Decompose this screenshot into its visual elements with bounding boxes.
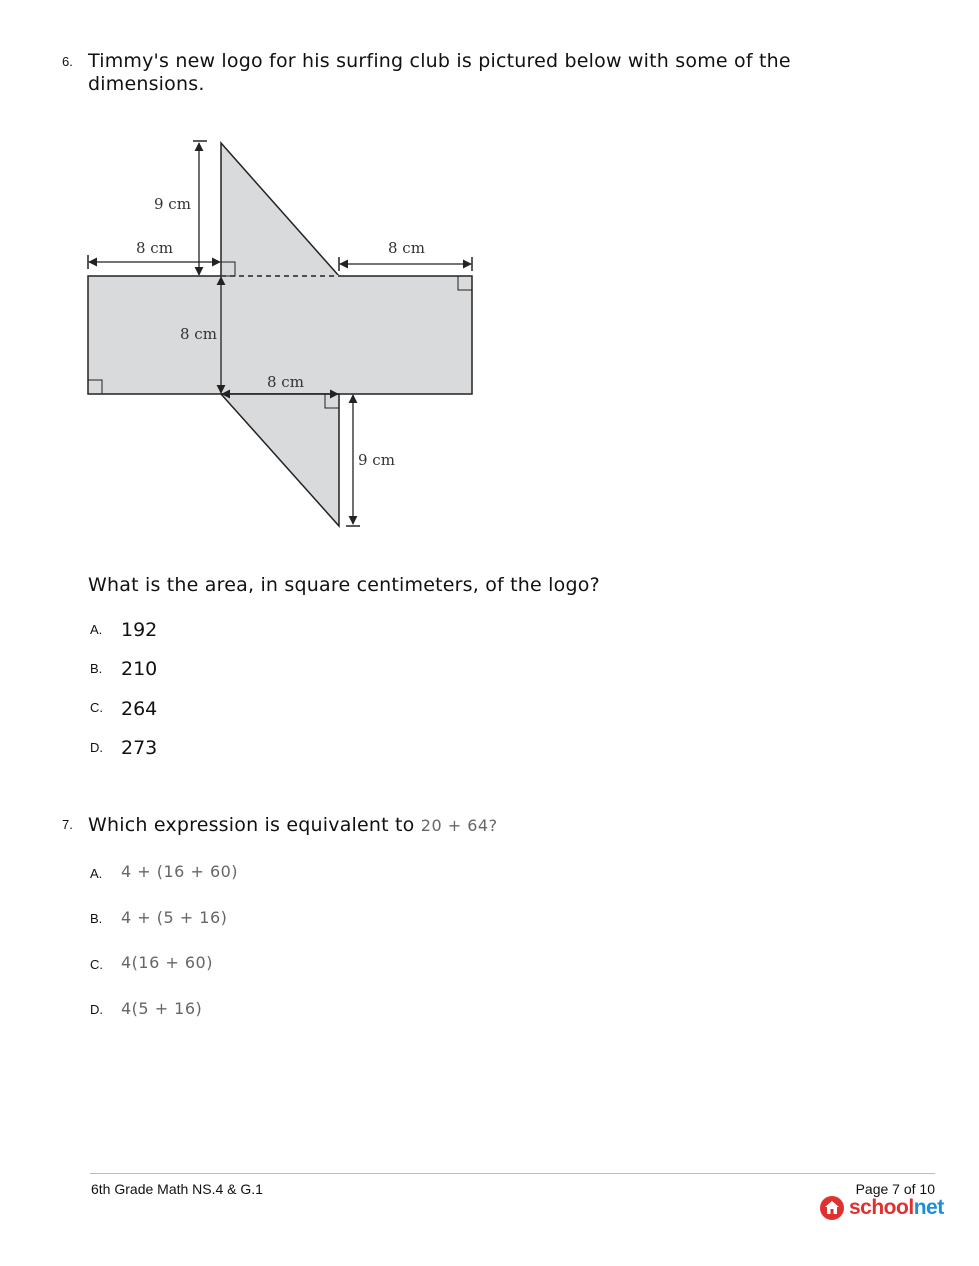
- q6-option-b[interactable]: 210: [121, 658, 158, 680]
- question-7-number: 7.: [62, 817, 73, 832]
- question-7-prompt: Which expression is equivalent to: [88, 814, 415, 836]
- q6-option-b-letter: B.: [90, 661, 103, 676]
- logo-text-net: net: [913, 1196, 944, 1219]
- label-middle-height: 8 cm: [180, 325, 217, 343]
- q7-option-b-letter: B.: [90, 911, 103, 926]
- q7-option-d-letter: D.: [90, 1002, 103, 1017]
- question-6-text-line1: Timmy's new logo for his surfing club is pictured below with some of the: [88, 50, 791, 72]
- label-right-width: 8 cm: [388, 239, 425, 257]
- q6-option-a[interactable]: 192: [121, 619, 158, 641]
- question-7-expression: 20 + 64?: [420, 816, 498, 835]
- label-top-height: 9 cm: [154, 195, 191, 213]
- schoolnet-logo: [820, 1195, 944, 1221]
- q7-option-a-letter: A.: [90, 866, 103, 881]
- question-6-prompt: What is the area, in square centimeters, of the logo?: [88, 574, 600, 596]
- q7-option-a[interactable]: 4 + (16 + 60): [121, 862, 239, 881]
- house-icon: [820, 1196, 844, 1220]
- top-triangle: [221, 143, 339, 276]
- q6-option-c-letter: C.: [90, 700, 103, 715]
- footer-title: 6th Grade Math NS.4 & G.1: [91, 1181, 263, 1197]
- label-bottom-width: 8 cm: [267, 373, 304, 391]
- label-left-width: 8 cm: [136, 239, 173, 257]
- question-7-text: [88, 814, 498, 837]
- logo-text: [849, 1196, 944, 1220]
- page-number: Page 7 of 10: [855, 1181, 935, 1197]
- question-6-text-line2: dimensions.: [88, 73, 205, 95]
- q6-option-d[interactable]: 273: [121, 737, 158, 759]
- q6-option-a-letter: A.: [90, 622, 103, 637]
- question-6-number: 6.: [62, 54, 73, 69]
- bottom-triangle: [221, 394, 339, 526]
- logo-figure: [80, 130, 500, 540]
- q7-option-c-letter: C.: [90, 957, 103, 972]
- q7-option-d[interactable]: 4(5 + 16): [121, 999, 203, 1018]
- q7-option-b[interactable]: 4 + (5 + 16): [121, 908, 228, 927]
- q6-option-c[interactable]: 264: [121, 698, 158, 720]
- label-bottom-height: 9 cm: [358, 451, 395, 469]
- q7-option-c[interactable]: 4(16 + 60): [121, 953, 213, 972]
- q6-option-d-letter: D.: [90, 740, 103, 755]
- footer-divider: [90, 1173, 935, 1174]
- logo-text-school: school: [849, 1196, 914, 1219]
